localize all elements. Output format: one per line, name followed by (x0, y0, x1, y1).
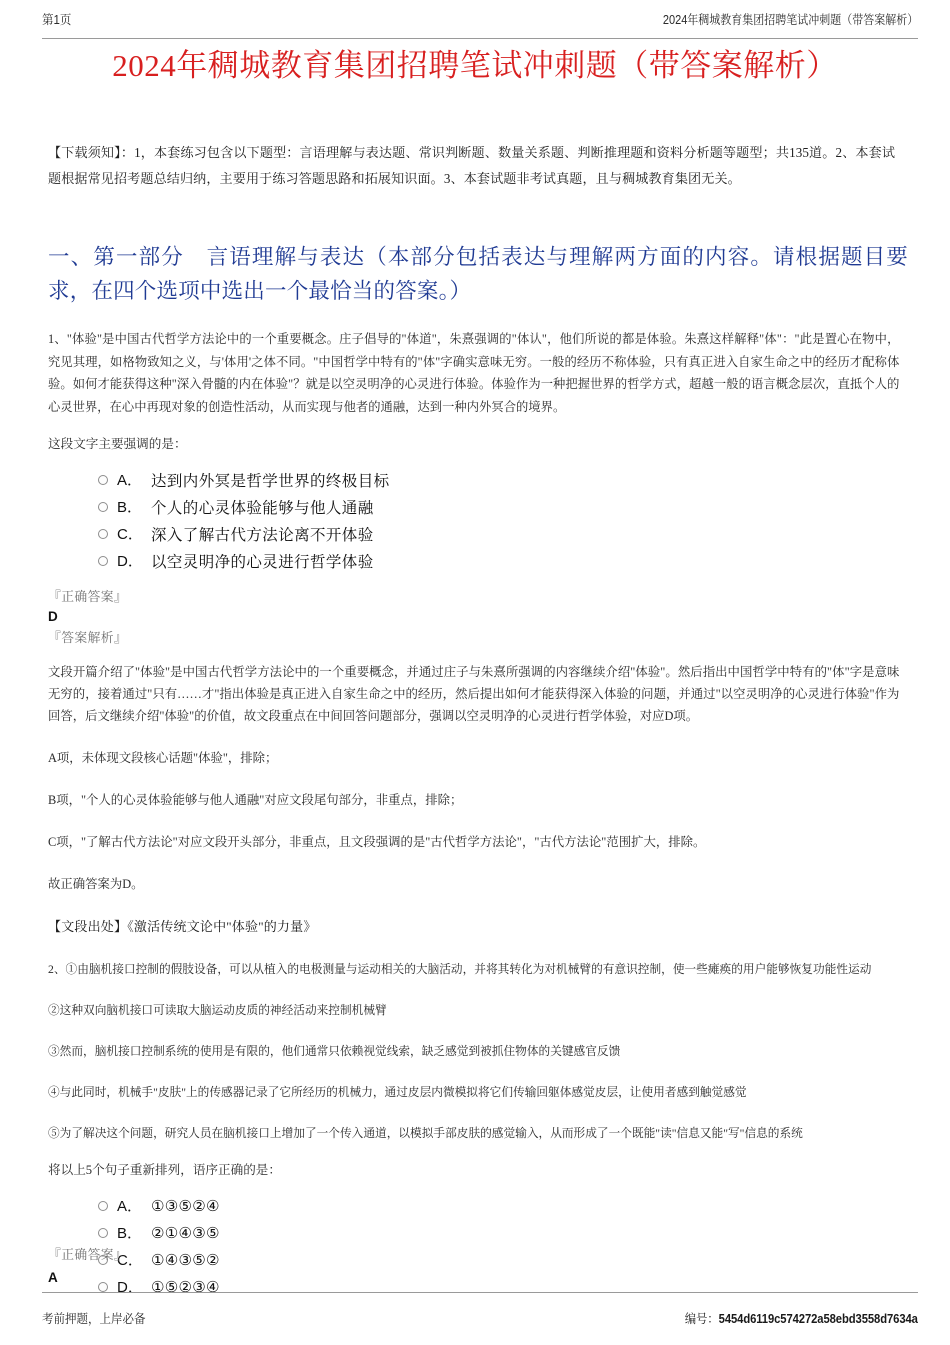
radio-button-icon[interactable] (98, 1228, 108, 1238)
question-2-sentence: ⑤为了解决这个问题，研究人员在脑机接口上增加了一个传入通道，以模拟手部皮肤的感觉输入，从而形成了一个既能"读"信息又能"写"信息的系统 (48, 1126, 803, 1140)
option-row[interactable] (98, 1192, 908, 1219)
section-heading: 一、第一部分 言语理解与表达（本部分包括表达与理解两方面的内容。请根据题目要求，在四个选项中选出一个最恰当的答案。） (48, 245, 908, 303)
analysis-paragraph: B项，"个人的心灵体验能够与他人通融"对应文段尾句部分，非重点，排除； (48, 793, 463, 807)
correct-answer-label: 『正确答案』 (48, 1248, 128, 1262)
radio-button-icon[interactable] (98, 502, 108, 512)
option-text: 达到内外冥是哲学世界的终极目标 (151, 472, 390, 490)
option-row[interactable] (98, 547, 908, 574)
option-letter: B． (117, 1225, 143, 1242)
page-number-label: 第1页 (42, 13, 72, 27)
analysis-paragraph: A项，未体现文段核心话题"体验"，排除； (48, 751, 278, 765)
option-row[interactable] (98, 493, 908, 520)
page-header (42, 10, 918, 39)
option-letter: D． (117, 553, 143, 570)
option-text: 以空灵明净的心灵进行哲学体验 (151, 553, 374, 571)
option-text: ①④③⑤② (151, 1250, 220, 1269)
question-1-options (98, 466, 908, 574)
radio-button-icon[interactable] (98, 556, 108, 566)
footer-code-label: 编号： (685, 1312, 719, 1326)
correct-answer-value: A (48, 1270, 59, 1285)
question-2-prompt: 将以上5个句子重新排列，语序正确的是： (48, 1163, 281, 1177)
option-letter: B． (117, 499, 143, 516)
radio-button-icon[interactable] (98, 1201, 108, 1211)
question-1-stem: 1、"体验"是中国古代哲学方法论中的一个重要概念。庄子倡导的"体道"，朱熹强调的"体认"，他们所说的都是体验。朱熹这样解释"体"："此是置心在物中，究见其理，如格物致知之义，与'体用'之体不同。"中国哲学中特有的"体"字确实意味无穷。一般的经历不称体验，只有真正进入自家生命之中的经历才配称体验。如何才能获得这种"深入骨髓的内在体验"？就是以空灵明净的心灵进行体验。体验作为一种把握世界的哲学方式，超越一般的语言概念层次，直抵个人的心灵世界，在心中再现对象的创造性活动，从而实现与他者的通融，达到一种内外冥合的境界。 (48, 332, 900, 414)
option-text: ①③⑤②④ (151, 1196, 220, 1215)
question-2-sentence: ③然而，脑机接口控制系统的使用是有限的，他们通常只依赖视觉线索，缺乏感觉到被抓住物体的关键感官反馈 (48, 1044, 621, 1058)
option-letter: D． (117, 1279, 143, 1296)
option-letter: A． (117, 1198, 143, 1215)
source-reference: 【文段出处】《激活传统文论中"体验"的力量》 (48, 919, 317, 934)
option-row[interactable] (98, 1219, 908, 1246)
option-letter: A． (117, 472, 143, 489)
document-body (48, 140, 908, 1300)
question-2-answer-block (48, 1246, 127, 1288)
option-text: ②①④③⑤ (151, 1223, 220, 1242)
option-text: ①⑤②③④ (151, 1277, 220, 1296)
analysis-paragraph: 文段开篇介绍了"体验"是中国古代哲学方法论中的一个重要概念，并通过庄子与朱熹所强调的内容继续介绍"体验"。然后指出中国哲学中特有的"体"字是意味无穷的，接着通过"只有……才"指出体验是真正进入自家生命之中的经历，然后提出如何才能获得深入体验的问题，并通过"以空灵明净的心灵进行体验"作为回答，后文继续介绍"体验"的价值，故文段重点在中间回答问题部分，强调以空灵明净的心灵进行哲学体验，对应D项。 (48, 665, 900, 723)
option-letter: C． (117, 1252, 143, 1269)
footer-code (685, 1309, 918, 1327)
option-row[interactable] (98, 520, 908, 547)
radio-button-icon[interactable] (98, 475, 108, 485)
option-row[interactable] (98, 466, 908, 493)
question-2-sentence: ④与此同时，机械手"皮肤"上的传感器记录了它所经历的机械力，通过皮层内微模拟将它们传输回躯体感觉皮层，让使用者感到触觉感觉 (48, 1085, 747, 1099)
question-2-sentence: 2、①由脑机接口控制的假肢设备，可以从植入的电极测量与运动相关的大脑活动，并将其转化为对机械臂的有意识控制，使一些瘫痪的用户能够恢复功能性运动 (48, 962, 872, 976)
download-notice: 【下载须知】：1，本套练习包含以下题型：言语理解与表达题、常识判断题、数量关系题、判断推理题和资料分析题等题型；共135道。2、本套试题根据常见招考题总结归纳，主要用于练习答题思路和拓展知识面。3、本套试题非考试真题，且与稠城教育集团无关。 (48, 145, 896, 186)
option-text: 个人的心灵体验能够与他人通融 (151, 499, 374, 517)
footer-code-value: 5454d6119c574272a58ebd3558d7634a (718, 1312, 918, 1326)
option-text: 深入了解古代方法论离不开体验 (151, 526, 374, 544)
page-footer (42, 1292, 918, 1327)
document-title: 2024年稠城教育集团招聘笔试冲刺题（带答案解析） (112, 48, 838, 83)
analysis-paragraph: C项，"了解古代方法论"对应文段开头部分，非重点，且文段强调的是"古代哲学方法论"，"古代方法论"范围扩大，排除。 (48, 835, 706, 849)
correct-answer-label: 『正确答案』 (48, 590, 128, 604)
analysis-label: 『答案解析』 (48, 631, 128, 645)
question-2-sentence: ②这种双向脑机接口可读取大脑运动皮质的神经活动来控制机械臂 (48, 1003, 387, 1017)
running-title: 2024年稠城教育集团招聘笔试冲刺题（带答案解析） (662, 13, 918, 27)
correct-answer-value: D (48, 609, 58, 624)
question-2-options (98, 1192, 908, 1300)
option-row[interactable] (98, 1246, 908, 1273)
analysis-paragraph: 故正确答案为D。 (48, 877, 144, 891)
radio-button-icon[interactable] (98, 529, 108, 539)
footer-slogan: 考前押题，上岸必备 (42, 1312, 146, 1326)
question-1-prompt: 这段文字主要强调的是： (48, 437, 187, 451)
option-letter: C． (117, 526, 143, 543)
